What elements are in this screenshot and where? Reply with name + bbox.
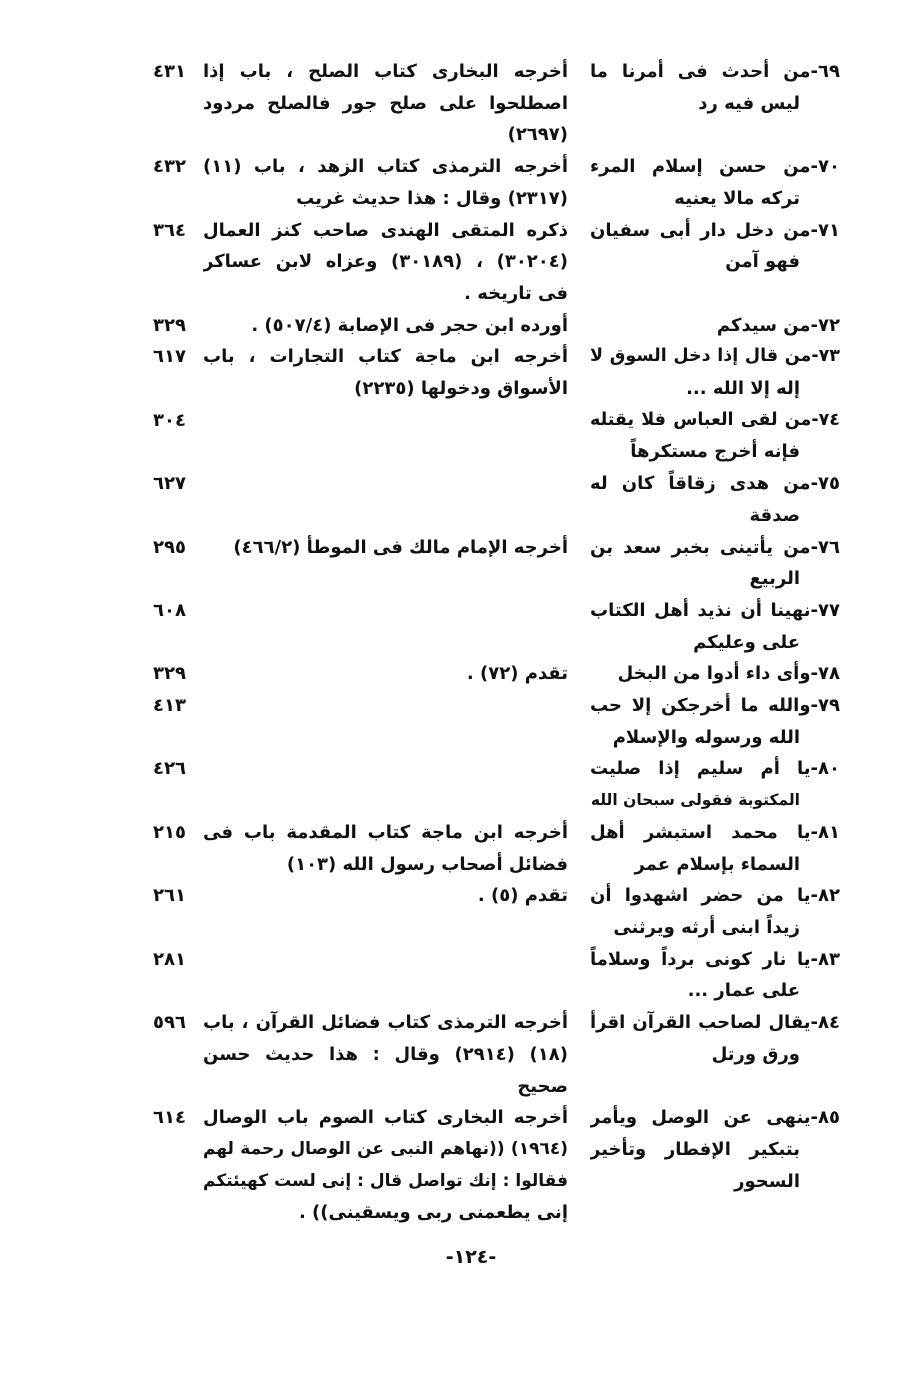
page-ref: ٦١٤: [153, 1107, 186, 1129]
hadith-line: السحور: [734, 1170, 800, 1192]
hadith-text: [590, 690, 840, 753]
takhrij-line: أخرجه البخارى كتاب الصوم باب الوصال: [203, 1107, 568, 1129]
hadith-text: [590, 215, 840, 278]
index-row: [140, 658, 840, 690]
hadith-text: [590, 658, 840, 690]
takhrij-line: (٢٦٩٧): [507, 124, 568, 146]
takhrij-text: [203, 1102, 568, 1229]
page-ref: ٦١٧: [153, 346, 186, 368]
index-row: [140, 944, 840, 1007]
page-ref-column: [140, 944, 188, 976]
takhrij-line: فى تاريخه .: [464, 282, 568, 304]
hadith-line: على وعليكم: [693, 631, 800, 653]
page-ref-column: [140, 151, 188, 183]
takhrij-text: [203, 310, 568, 342]
page-ref: ٥٩٦: [153, 1012, 186, 1034]
page-ref-column: [140, 468, 188, 500]
page-ref-column: [140, 310, 188, 342]
hadith-text: [590, 405, 840, 468]
hadith-text: [590, 532, 840, 595]
index-row: [140, 468, 840, 531]
hadith-line: الله ورسوله والإسلام: [612, 726, 800, 748]
page-ref: ٢٨١: [153, 948, 186, 970]
page-number: -١٢٤-: [445, 1246, 497, 1268]
page-ref-column: [140, 817, 188, 849]
takhrij-line: إنى يطعمنى ربى ويسقينى)) .: [298, 1202, 568, 1224]
hadith-line: بتبكير الإفطار وتأخير: [590, 1138, 800, 1160]
hadith-line: إله إلا الله ...: [686, 378, 800, 400]
index-row: [140, 1007, 840, 1102]
page-ref: ٢١٥: [153, 821, 186, 843]
hadith-line: صدقة: [749, 504, 800, 526]
page-ref-column: [140, 56, 188, 88]
hadith-line: ٧٠-من حسن إسلام المرء: [590, 156, 840, 178]
hadith-line: المكتوبة فقولى سبحان الله: [590, 791, 800, 810]
index-row: [140, 1102, 840, 1229]
hadith-text: [590, 595, 840, 658]
index-row: [140, 310, 840, 342]
takhrij-line: أورده ابن حجر فى الإصابة (٥٠٧/٤) .: [251, 314, 568, 336]
hadith-text: [590, 817, 840, 880]
takhrij-line: (٣٠٢٠٤) ، (٣٠١٨٩) وعزاه لابن عساكر: [203, 251, 568, 273]
hadith-line: ٧٣-من قال إذا دخل السوق لا: [590, 346, 840, 367]
takhrij-text: [203, 151, 568, 214]
takhrij-line: (١٩٦٤) ((نهاهم النبى عن الوصال رحمة لهم: [203, 1138, 568, 1159]
takhrij-line: (١٨) (٢٩١٤) وقال : هذا حديث حسن: [203, 1043, 568, 1065]
page-ref-column: [140, 1102, 188, 1134]
hadith-line: ليس فيه رد: [698, 92, 800, 114]
page-ref: ٢٩٥: [153, 536, 186, 558]
hadith-line: ٨٤-يقال لصاحب القرآن اقرأ: [590, 1012, 840, 1034]
hadith-line: ٦٩-من أحدث فى أمرنا ما: [590, 61, 840, 82]
page-ref: ٤٣١: [153, 61, 186, 82]
takhrij-text: [203, 1007, 568, 1102]
index-row: [140, 880, 840, 943]
takhrij-line: صحيح: [517, 1075, 568, 1097]
index-row: [140, 56, 840, 151]
hadith-line: ٧٧-نهينا أن نذيد أهل الكتاب: [590, 599, 840, 621]
page-ref-column: [140, 658, 188, 690]
takhrij-line: (٢٣١٧) وقال : هذا حديث غريب: [296, 187, 568, 209]
hadith-line: فإنه أخرج مستكرهاً: [630, 441, 800, 463]
hadith-index: [140, 56, 840, 1229]
hadith-line: ٧١-من دخل دار أبى سفيان: [590, 219, 840, 241]
hadith-line: تركه مالا يعنيه: [674, 187, 800, 209]
index-row: [140, 690, 840, 753]
takhrij-line: أخرجه ابن ماجة كتاب المقدمة باب فى: [203, 821, 568, 843]
page-ref: ٤١٣: [153, 695, 186, 717]
hadith-line: على عمار ...: [687, 980, 800, 1002]
hadith-text: [590, 151, 840, 214]
takhrij-text: [203, 56, 568, 151]
hadith-line: الربيع: [749, 568, 800, 590]
takhrij-text: [203, 532, 568, 564]
takhrij-text: [203, 215, 568, 310]
takhrij-text: [203, 817, 568, 880]
page-ref-column: [140, 1007, 188, 1039]
hadith-line: ٧٥-من هدى زقاقاً كان له: [590, 473, 840, 495]
takhrij-line: اصطلحوا على صلح جور فالصلح مردود: [203, 92, 568, 114]
page-ref: ٤٢٦: [153, 758, 186, 780]
hadith-line: ٨٠-يا أم سليم إذا صليت: [590, 758, 840, 780]
takhrij-line: فقالوا : إنك تواصل قال : إنى لست كهيئتكم: [203, 1170, 568, 1191]
page-ref-column: [140, 595, 188, 627]
page-ref-column: [140, 405, 188, 437]
page-ref: ٦٠٨: [153, 599, 186, 621]
page-ref-column: [140, 880, 188, 912]
takhrij-line: أخرجه الإمام مالك فى الموطأ (٤٦٦/٢): [233, 536, 568, 558]
page-ref: ٣٢٩: [153, 314, 186, 336]
hadith-line: ٧٤-من لقى العباس فلا يقتله: [590, 409, 840, 430]
hadith-text: [590, 944, 840, 1007]
hadith-text: [590, 1102, 840, 1197]
hadith-line: ورق ورتل: [711, 1043, 800, 1065]
page-ref: ٢٦١: [153, 885, 186, 907]
takhrij-line: أخرجه الترمذى كتاب فضائل القرآن ، باب: [203, 1012, 568, 1034]
page-ref: ٣٢٩: [153, 663, 186, 685]
takhrij-text: [203, 341, 568, 404]
index-row: [140, 341, 840, 404]
hadith-text: [590, 341, 840, 404]
takhrij-line: أخرجه البخارى كتاب الصلح ، باب إذا: [203, 61, 568, 82]
takhrij-line: تقدم (٥) .: [477, 885, 568, 907]
takhrij-line: فضائل أصحاب رسول الله (١٠٣): [286, 853, 568, 875]
takhrij-line: أخرجه الترمذى كتاب الزهد ، باب (١١): [203, 156, 568, 178]
hadith-line: زيداً ابنى أرثه ويرثنى: [613, 916, 800, 938]
hadith-text: [590, 1007, 840, 1070]
hadith-text: [590, 753, 840, 816]
index-row: [140, 817, 840, 880]
hadith-line: ٨١-يا محمد استبشر أهل: [590, 821, 840, 843]
takhrij-line: تقدم (٧٢) .: [466, 663, 568, 685]
page-ref-column: [140, 753, 188, 785]
page-ref: ٣٠٤: [153, 409, 186, 431]
hadith-line: ٨٣-يا نار كونى برداً وسلاماً: [590, 948, 840, 970]
takhrij-line: أخرجه ابن ماجة كتاب التجارات ، باب: [203, 346, 568, 368]
takhrij-text: [203, 880, 568, 912]
hadith-line: فهو آمن: [725, 251, 800, 273]
hadith-line: ٧٢-من سيدكم: [716, 314, 840, 336]
takhrij-line: ذكره المتقى الهندى صاحب كنز العمال: [203, 219, 568, 241]
index-row: [140, 595, 840, 658]
hadith-line: ٨٢-يا من حضر اشهدوا أن: [590, 885, 840, 907]
hadith-text: [590, 56, 840, 119]
page-ref: ٤٣٢: [153, 156, 186, 178]
index-row: [140, 151, 840, 214]
page-ref-column: [140, 532, 188, 564]
page-ref-column: [140, 341, 188, 373]
hadith-text: [590, 880, 840, 943]
index-row: [140, 753, 840, 816]
page-ref-column: [140, 215, 188, 247]
takhrij-line: الأسواق ودخولها (٢٢٣٥): [354, 378, 568, 400]
hadith-line: ٧٨-وأى داء أدوا من البخل: [617, 663, 840, 685]
index-row: [140, 532, 840, 595]
hadith-line: السماء بإسلام عمر: [634, 853, 800, 875]
hadith-text: [590, 468, 840, 531]
hadith-line: ٧٦-من يأتينى بخبر سعد بن: [590, 536, 840, 558]
hadith-line: ٧٩-والله ما أخرجكن إلا حب: [590, 695, 840, 717]
takhrij-text: [203, 658, 568, 690]
index-row: [140, 405, 840, 468]
page-ref-column: [140, 690, 188, 722]
index-row: [140, 215, 840, 310]
page-ref: ٦٢٧: [153, 473, 186, 495]
hadith-line: ٨٥-ينهى عن الوصل ويأمر: [590, 1107, 840, 1129]
hadith-text: [590, 310, 840, 342]
page-ref: ٣٦٤: [153, 219, 186, 241]
